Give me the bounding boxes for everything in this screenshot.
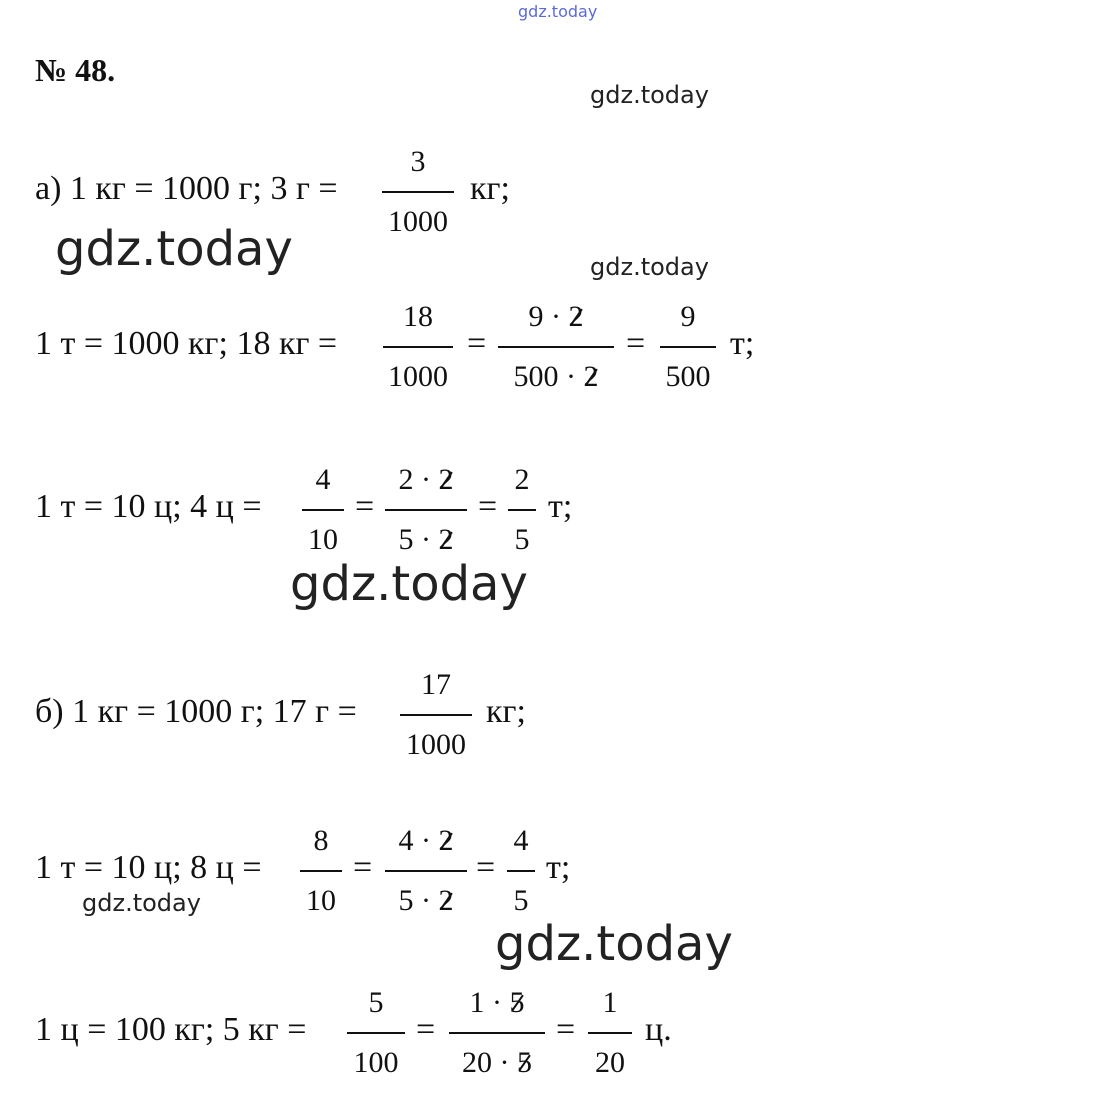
denominator: 5 [514,523,530,556]
cancelled-factor: 5 [517,1046,532,1079]
fraction [347,988,405,1078]
numerator-part: 9 · [528,300,569,333]
a-line3-left: 1 т = 10 ц; 4 ц = [35,488,262,525]
numerator-part: 4 · [398,824,439,857]
numerator [385,465,467,509]
numerator: 1 [602,986,618,1019]
cancelled-factor: 2 [438,523,454,556]
fraction-cancelled [385,826,467,916]
fraction [302,465,344,555]
cancelled-factor: 2 [568,300,584,333]
numerator: 4 [513,824,529,857]
cancelled-factor: 2 [438,824,454,857]
cancelled-factor: 2 [438,884,454,917]
watermark-top: gdz.today [518,2,598,21]
numerator: 8 [313,824,329,857]
numerator: 3 [410,145,426,178]
fraction [382,147,454,237]
fraction [383,302,453,392]
numerator: 18 [403,300,433,333]
denominator [385,511,467,555]
equals: = [478,488,498,525]
equals: = [626,325,646,362]
numerator: 5 [368,986,384,1019]
equals: = [353,849,373,886]
numerator [498,302,614,346]
denominator [449,1034,545,1078]
watermark: gdz.today [82,889,201,917]
b-line2-left: 1 т = 10 ц; 8 ц = [35,849,262,886]
b-line1-left: б) 1 кг = 1000 г; 17 г = [35,693,357,730]
numerator-part: 2 · [398,463,439,496]
denominator-part: 5 · [398,523,439,556]
fraction [400,670,472,760]
equals: = [416,1011,436,1048]
cancelled-factor: 5 [509,986,525,1019]
a-line1-tail: кг; [470,170,510,207]
fraction-cancelled [385,465,467,555]
fraction [660,302,716,392]
numerator-part: 1 · [469,986,510,1019]
numerator: 4 [315,463,331,496]
denominator: 20 [595,1046,625,1079]
denominator: 10 [308,523,338,556]
denominator: 5 [513,884,529,917]
watermark: gdz.today [590,253,709,281]
b-line1-tail: кг; [486,693,526,730]
a-line3-tail: т; [548,488,573,525]
watermark: gdz.today [495,916,733,972]
denominator: 1000 [388,360,448,393]
problem-number: № 48. [35,52,116,88]
b-line2-tail: т; [546,849,571,886]
fraction-cancelled [449,988,545,1078]
numerator [385,826,467,870]
cancelled-factor: 2 [438,463,454,496]
denominator: 500 [665,360,711,393]
numerator: 17 [421,668,451,701]
numerator: 2 [514,463,530,496]
equals: = [476,849,496,886]
fraction [507,826,535,916]
watermark: gdz.today [55,221,293,277]
equals: = [467,325,487,362]
denominator-part: 5 · [398,884,439,917]
denominator [385,872,467,916]
b-line3-tail: ц. [645,1011,672,1048]
numerator [449,988,545,1032]
a-line1-left: а) 1 кг = 1000 г; 3 г = [35,170,338,207]
equals: = [355,488,375,525]
fraction-cancelled [498,302,614,392]
b-line3-left: 1 ц = 100 кг; 5 кг = [35,1011,307,1048]
a-line2-left: 1 т = 1000 кг; 18 кг = [35,325,338,362]
fraction [300,826,342,916]
denominator: 1000 [406,728,466,761]
denominator: 100 [353,1046,399,1079]
watermark: gdz.today [590,81,709,109]
denominator: 1000 [388,205,448,238]
cancelled-factor: 2 [583,360,599,393]
numerator: 9 [680,300,696,333]
fraction [508,465,536,555]
denominator: 10 [306,884,336,917]
fraction [588,988,632,1078]
watermark: gdz.today [290,556,528,612]
denominator-part: 500 · [513,360,584,393]
a-line2-tail: т; [730,325,755,362]
denominator-part: 20 · [462,1046,517,1079]
denominator [498,348,614,392]
equals: = [556,1011,576,1048]
